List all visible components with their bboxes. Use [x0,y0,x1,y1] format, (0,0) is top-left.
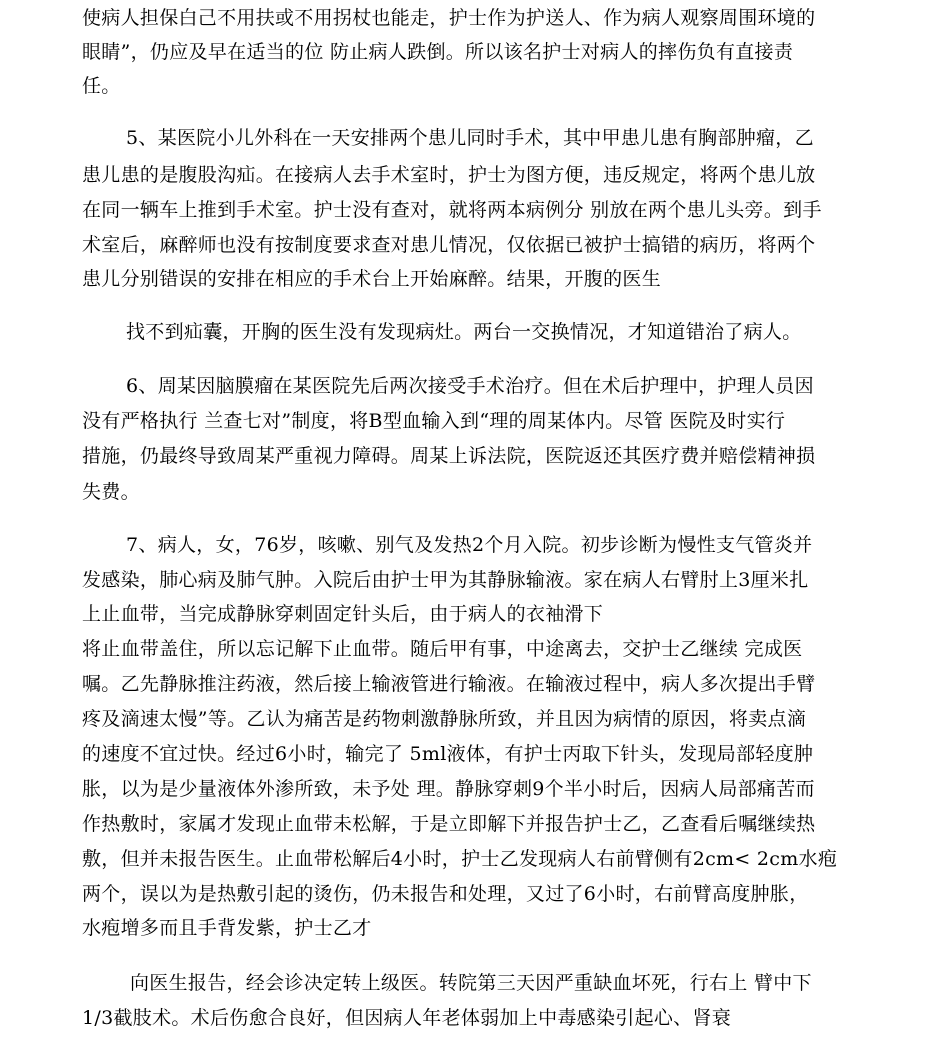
text-line: 失费。 [82,481,140,503]
text-line: 疼及滴速太慢”等。乙认为痛苦是药物刺激静脉所致，并且因为病情的原因，将卖点滴 [82,708,807,730]
text-line: 上止血带，当完成静脉穿刺固定针头后，由于病人的衣袖滑下 [82,603,604,625]
text-line: 任。 [82,75,121,97]
text-line: 的速度不宜过快。经过6小时，输完了 5ml液体，有护士丙取下针头，发现局部轻度肿 [82,743,814,765]
text-line: 措施，仍最终导致周某严重视力障碍。周某上诉法院，医院返还其医疗费并赔偿精神损 [82,445,816,467]
text-line: 敷，但并未报告医生。止血带松解后4小时，护士乙发现病人右前臂侧有2cm< 2cm水疱 [82,848,838,870]
text-line: 患儿患的是腹股沟疝。在接病人去手术室时，护士为图方便，违反规定，将两个患儿放 [82,164,816,186]
text-line: 患儿分别错误的安排在相应的手术台上开始麻醉。结果，开腹的医生 [82,268,662,290]
text-line: 向医生报告，经会诊决定转上级医。转院第三天因严重缺血坏死，行右上 臂中下 [130,972,812,994]
text-line: 在同一辆车上推到手术室。护士没有查对，就将两本病例分 别放在两个患儿头旁。到手 [82,199,822,221]
text-line: 水疱增多而且手背发紫，护士乙才 [82,917,372,939]
text-line: 将止血带盖住，所以忘记解下止血带。随后甲有事，中途离去，交护士乙继续 完成医 [82,638,803,660]
text-line: 两个，误以为是热敷引起的烫伤，仍未报告和处理，又过了6小时，右前臂高度肿胀， [82,883,809,905]
text-line: 胀，以为是少量液体外渗所致，未予处 理。静脉穿刺9个半小时后，因病人局部痛苦而 [82,778,815,800]
text-line: 作热敷时，家属才发现止血带未松解，于是立即解下并报告护士乙，乙查看后嘱继续热 [82,813,816,835]
text-line: 找不到疝囊，开胸的医生没有发现病灶。两台一交换情况，才知道错治了病人。 [126,321,802,343]
text-line: 术室后，麻醉师也没有按制度要求查对患儿情况，仅依据已被护士搞错的病历，将两个 [82,234,816,256]
text-line: 嘱。乙先静脉推注药液，然后接上输液管进行输液。在输液过程中，病人多次提出手臂 [82,673,816,695]
text-line: 没有严格执行 兰查七对”制度，将B型血输入到“理的周某体内。尽管 医院及时实行 [82,410,786,432]
text-line: 发感染，肺心病及肺气肿。入院后由护士甲为其静脉输液。家在病人右臂肘上3厘米扎 [82,569,809,591]
text-line: 1/3截肢术。术后伤愈合良好，但因病人年老体弱加上中毒感染引起心、肾衰 [82,1007,732,1029]
text-line: 6、周某因脑膜瘤在某医院先后两次接受手术治疗。但在术后护理中，护理人员因 [126,375,814,397]
text-line: 使病人担保白己不用扶或不用拐杖也能走，护士作为护送人、作为病人观察周围环境的 [82,7,816,29]
text-line: 7、病人，女，76岁，咳嗽、别气及发热2个月入院。初步诊断为慢性支气管炎并 [126,534,813,556]
text-line: 眼睛”，仍应及早在适当的位 防止病人跌倒。所以该名护士对病人的摔伤负有直接责 [82,41,794,63]
text-line: 5、某医院小儿外科在一天安排两个患儿同时手术，其中甲患儿患有胸部肿瘤，乙 [126,127,814,149]
